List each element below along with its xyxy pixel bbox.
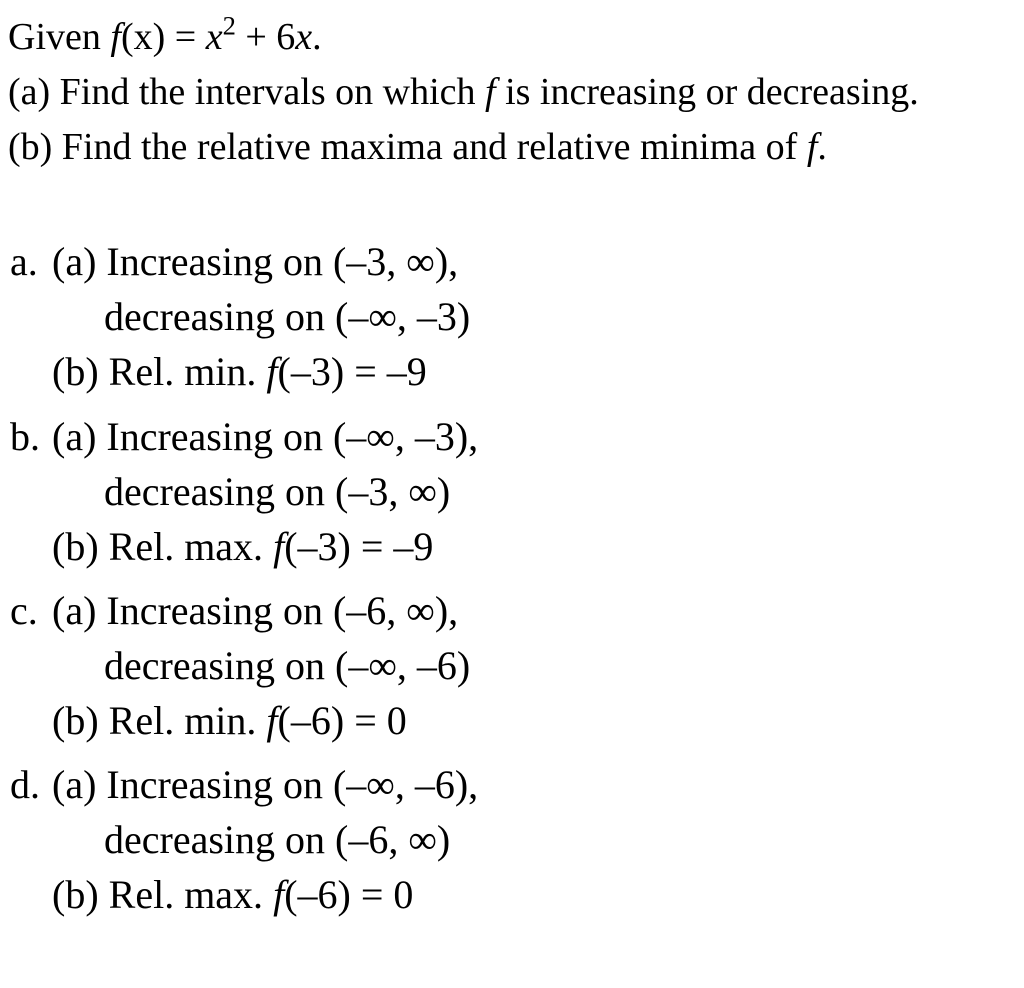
option-letter: d. bbox=[10, 762, 40, 807]
option-increasing: (a) Increasing on (–6, ∞), bbox=[52, 588, 459, 633]
extremum-value: (–6) = 0 bbox=[277, 698, 407, 743]
part-a-text-end: is increasing or decreasing. bbox=[495, 71, 919, 113]
extremum-value: (–3) = –9 bbox=[277, 349, 427, 394]
option-increasing: (a) Increasing on (–∞, –6), bbox=[52, 762, 479, 807]
option-line-3 bbox=[52, 349, 427, 394]
function-name: f bbox=[485, 71, 496, 113]
option-line-1 bbox=[10, 239, 459, 284]
extremum-label: (b) Rel. max. bbox=[52, 872, 274, 917]
option-letter: a. bbox=[10, 239, 38, 284]
option-increasing: (a) Increasing on (–∞, –3), bbox=[52, 414, 479, 459]
part-b-text: (b) Find the relative maxima and relative minima of bbox=[8, 126, 807, 168]
option-line-3 bbox=[52, 698, 407, 743]
question-intro: Given bbox=[8, 16, 111, 58]
option-line-3 bbox=[52, 524, 434, 569]
option-line-1 bbox=[10, 588, 459, 633]
function-term: + 6 bbox=[235, 16, 296, 58]
extremum-value: (–6) = 0 bbox=[284, 872, 414, 917]
part-a-text: (a) Find the intervals on which bbox=[8, 71, 486, 113]
option-letter: c. bbox=[10, 588, 38, 633]
option-increasing: (a) Increasing on (–3, ∞), bbox=[52, 239, 459, 284]
function-argument: (x) = bbox=[120, 16, 206, 58]
function-name: f bbox=[273, 872, 285, 917]
question-part-b bbox=[8, 128, 827, 166]
function-name: f bbox=[273, 524, 285, 569]
function-name: f bbox=[110, 16, 121, 58]
question-stem bbox=[8, 10, 322, 58]
period: . bbox=[312, 16, 322, 58]
function-name: f bbox=[806, 126, 818, 168]
option-line-2: decreasing on (–∞, –3) bbox=[104, 294, 471, 339]
option-line-2: decreasing on (–6, ∞) bbox=[104, 817, 451, 862]
part-b-text-end: . bbox=[817, 126, 827, 168]
extremum-label: (b) Rel. min. bbox=[52, 349, 267, 394]
option-line-1 bbox=[10, 762, 479, 807]
extremum-value: (–3) = –9 bbox=[284, 524, 434, 569]
extremum-label: (b) Rel. max. bbox=[52, 524, 274, 569]
option-letter: b. bbox=[10, 414, 40, 459]
function-name: f bbox=[266, 349, 278, 394]
option-line-3 bbox=[52, 872, 414, 917]
function-name: f bbox=[266, 698, 278, 743]
option-line-2: decreasing on (–∞, –6) bbox=[104, 643, 471, 688]
exponent: 2 bbox=[222, 10, 236, 41]
variable-x: x bbox=[205, 16, 223, 58]
question-part-a bbox=[8, 73, 919, 111]
extremum-label: (b) Rel. min. bbox=[52, 698, 267, 743]
variable-x: x bbox=[295, 16, 313, 58]
option-line-1 bbox=[10, 414, 479, 459]
option-line-2: decreasing on (–3, ∞) bbox=[104, 469, 451, 514]
